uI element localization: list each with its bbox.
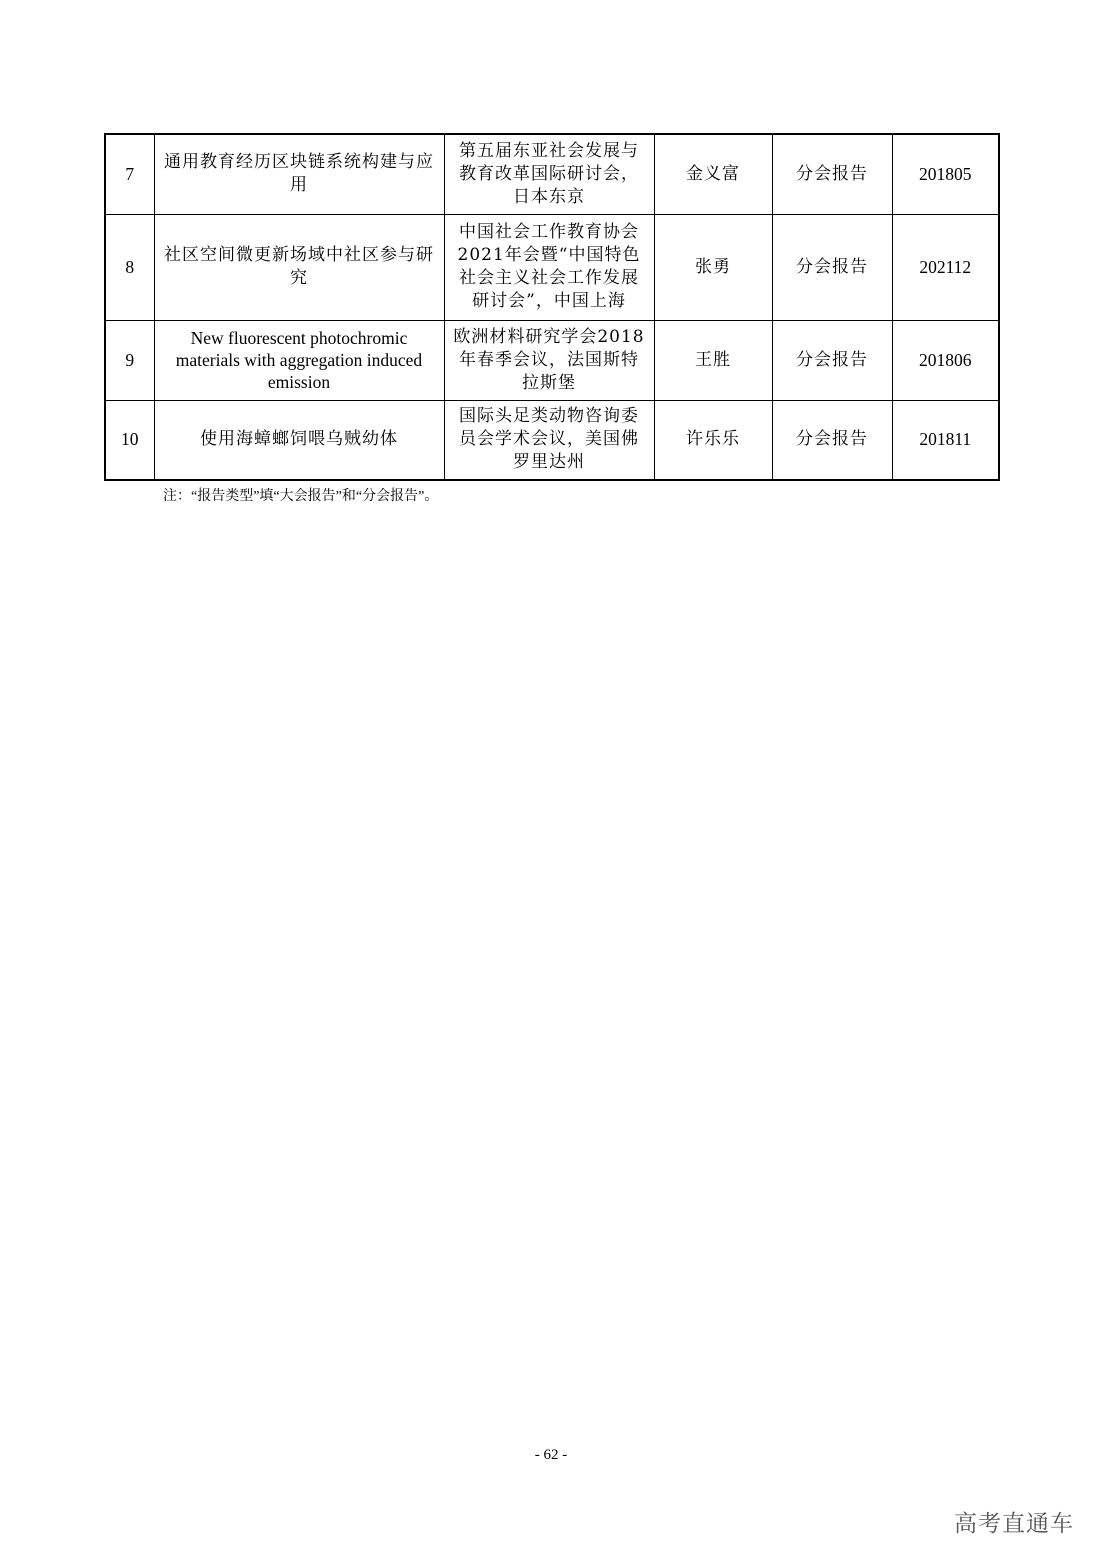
reporter-name: 金义富 [654, 134, 772, 214]
reporter-name: 张勇 [654, 214, 772, 320]
row-number: 8 [105, 214, 154, 320]
row-number: 7 [105, 134, 154, 214]
table-row [105, 320, 999, 400]
row-number: 10 [105, 400, 154, 480]
report-date: 201811 [892, 400, 999, 480]
report-table [104, 133, 1000, 481]
report-type: 分会报告 [772, 134, 892, 214]
report-date: 201805 [892, 134, 999, 214]
report-type: 分会报告 [772, 214, 892, 320]
table-note: 注：“报告类型”填“大会报告”和“分会报告”。 [163, 489, 439, 504]
report-type: 分会报告 [772, 320, 892, 400]
conference-name: 第五届东亚社会发展与教育改革国际研讨会，日本东京 [444, 134, 654, 214]
table-row [105, 214, 999, 320]
report-title: New fluorescent photochromic materials with aggregation induced emission [154, 320, 444, 400]
report-title: 通用教育经历区块链系统构建与应用 [154, 134, 444, 214]
conference-name: 国际头足类动物咨询委员会学术会议，美国佛罗里达州 [444, 400, 654, 480]
row-number: 9 [105, 320, 154, 400]
report-title: 使用海蟑螂饲喂乌贼幼体 [154, 400, 444, 480]
table-row [105, 400, 999, 480]
report-type: 分会报告 [772, 400, 892, 480]
table-row [105, 134, 999, 214]
page-number: - 62 - [534, 1447, 568, 1463]
report-title: 社区空间微更新场域中社区参与研究 [154, 214, 444, 320]
reporter-name: 王胜 [654, 320, 772, 400]
conference-name: 中国社会工作教育协会2021年会暨“中国特色社会主义社会工作发展研讨会”，中国上海 [444, 214, 654, 320]
reporter-name: 许乐乐 [654, 400, 772, 480]
conference-name: 欧洲材料研究学会2018年春季会议，法国斯特拉斯堡 [444, 320, 654, 400]
watermark-text: 高考直通车 [954, 1511, 1074, 1537]
report-date: 201806 [892, 320, 999, 400]
report-date: 202112 [892, 214, 999, 320]
